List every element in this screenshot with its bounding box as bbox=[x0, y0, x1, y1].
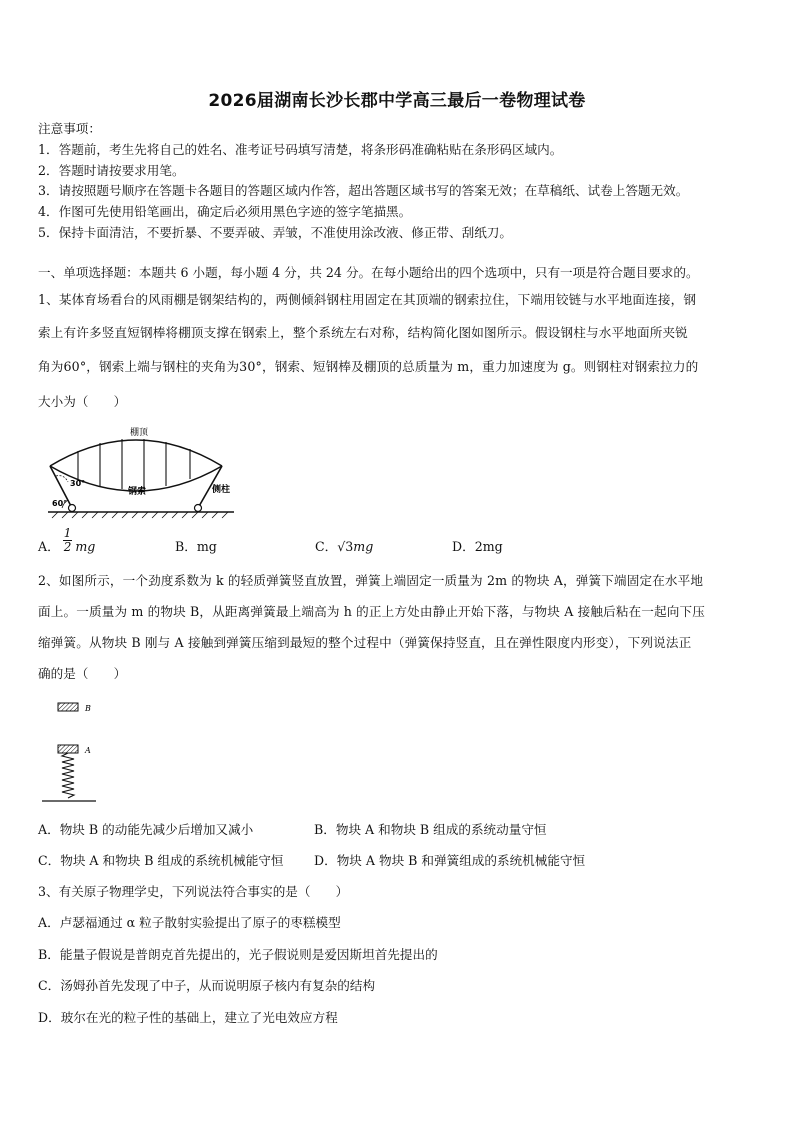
q2-option-a[interactable]: A．物块 B 的动能先减少后增加又减小 bbox=[38, 822, 254, 837]
canopy-figure bbox=[44, 424, 236, 522]
label-cable: 钢索 bbox=[128, 487, 147, 497]
q2-line-3: 缩弹簧。从物块 B 刚与 A 接触到弹簧压缩到最短的整个过程中（弹簧保持竖直，且在弹性限度内形变），下列说法正 bbox=[38, 635, 692, 650]
section-heading: 一、单项选择题：本题共 6 小题，每小题 4 分，共 24 分。在每小题给出的四个选项中，只有一项是符合题目要求的。 bbox=[38, 265, 699, 280]
q1-option-a[interactable]: A． $\frac{1}{2}$ mg bbox=[38, 526, 96, 554]
q3-option-c[interactable]: C．汤姆孙首先发现了中子，从而说明原子核内有复杂的结构 bbox=[38, 978, 376, 993]
q1-option-b[interactable]: B．mg bbox=[175, 539, 217, 554]
notice-item-3: 3．请按照题号顺序在答题卡各题目的答题区域内作答，超出答题区域书写的答案无效；在草稿纸、试卷上答题无效。 bbox=[38, 183, 689, 198]
label-angle-60: 60° bbox=[52, 499, 68, 508]
q3-option-b[interactable]: B．能量子假说是普朗克首先提出的，光子假说则是爱因斯坦首先提出的 bbox=[38, 947, 438, 962]
spring-figure bbox=[40, 698, 110, 806]
notice-heading: 注意事项： bbox=[38, 121, 101, 136]
page-title: 2026届湖南长沙长郡中学高三最后一卷物理试卷 bbox=[208, 91, 586, 111]
q1-line-2: 索上有许多竖直短钢棒将棚顶支撑在钢索上，整个系统左右对称，结构简化图如图所示。假设钢柱与水平地面所夹锐 bbox=[38, 325, 688, 340]
q2-option-c[interactable]: C．物块 A 和物块 B 组成的系统机械能守恒 bbox=[38, 853, 284, 868]
sqrt-3: √3 bbox=[337, 539, 354, 554]
fraction-half: $\frac{1}{2}$ bbox=[63, 526, 72, 554]
q3-option-d[interactable]: D．玻尔在光的粒子性的基础上，建立了光电效应方程 bbox=[38, 1010, 338, 1025]
q1-line-4: 大小为（ ） bbox=[38, 394, 127, 409]
label-angle-30: 30° bbox=[70, 479, 86, 488]
notice-item-2: 2．答题时请按要求用笔。 bbox=[38, 163, 185, 178]
q2-line-1: 2、如图所示，一个劲度系数为 k 的轻质弹簧竖直放置，弹簧上端固定一质量为 2m 的物块 A，弹簧下端固定在水平地 bbox=[38, 573, 704, 588]
notice-item-5: 5．保持卡面清洁，不要折暴、不要弄破、弄皱，不准使用涂改液、修正带、刮纸刀。 bbox=[38, 225, 512, 240]
q1-line-3: 角为60°，钢索上端与钢柱的夹角为30°，钢索、短钢棒及棚顶的总质量为 m，重力加速度为 g。则钢柱对钢索拉力的 bbox=[38, 359, 699, 374]
label-block-b: B bbox=[85, 704, 91, 713]
q1-option-c[interactable]: C．√3mg bbox=[315, 539, 374, 554]
label-pillar: 侧柱 bbox=[212, 485, 231, 495]
q2-line-2: 面上。一质量为 m 的物块 B，从距离弹簧最上端高为 h 的正上方处由静止开始下落，与物块 A 接触后粘在一起向下压 bbox=[38, 604, 706, 619]
q1-line-1: 1、某体育场看台的风雨棚是钢架结构的，两侧倾斜钢柱用固定在其顶端的钢索拉住，下端用铰链与水平地面连接，钢 bbox=[38, 292, 697, 307]
q2-option-b[interactable]: B．物块 A 和物块 B 组成的系统动量守恒 bbox=[314, 822, 547, 837]
q3-option-a[interactable]: A．卢瑟福通过 α 粒子散射实验提出了原子的枣糕模型 bbox=[38, 915, 341, 930]
label-roof: 棚顶 bbox=[130, 428, 149, 438]
label-block-a: A bbox=[85, 746, 91, 755]
q2-line-4: 确的是（ ） bbox=[38, 666, 127, 681]
q3-stem: 3、有关原子物理学史，下列说法符合事实的是（ ） bbox=[38, 884, 349, 899]
q1-options bbox=[38, 528, 738, 558]
notice-item-4: 4．作图可先使用铅笔画出，确定后必须用黑色字迹的签字笔描黑。 bbox=[38, 204, 412, 219]
q2-option-d[interactable]: D．物块 A 物块 B 和弹簧组成的系统机械能守恒 bbox=[314, 853, 586, 868]
q1-option-d[interactable]: D．2mg bbox=[452, 539, 503, 554]
notice-item-1: 1．答题前，考生先将自己的姓名、准考证号码填写清楚，将条形码准确粘贴在条形码区域内。 bbox=[38, 142, 563, 157]
